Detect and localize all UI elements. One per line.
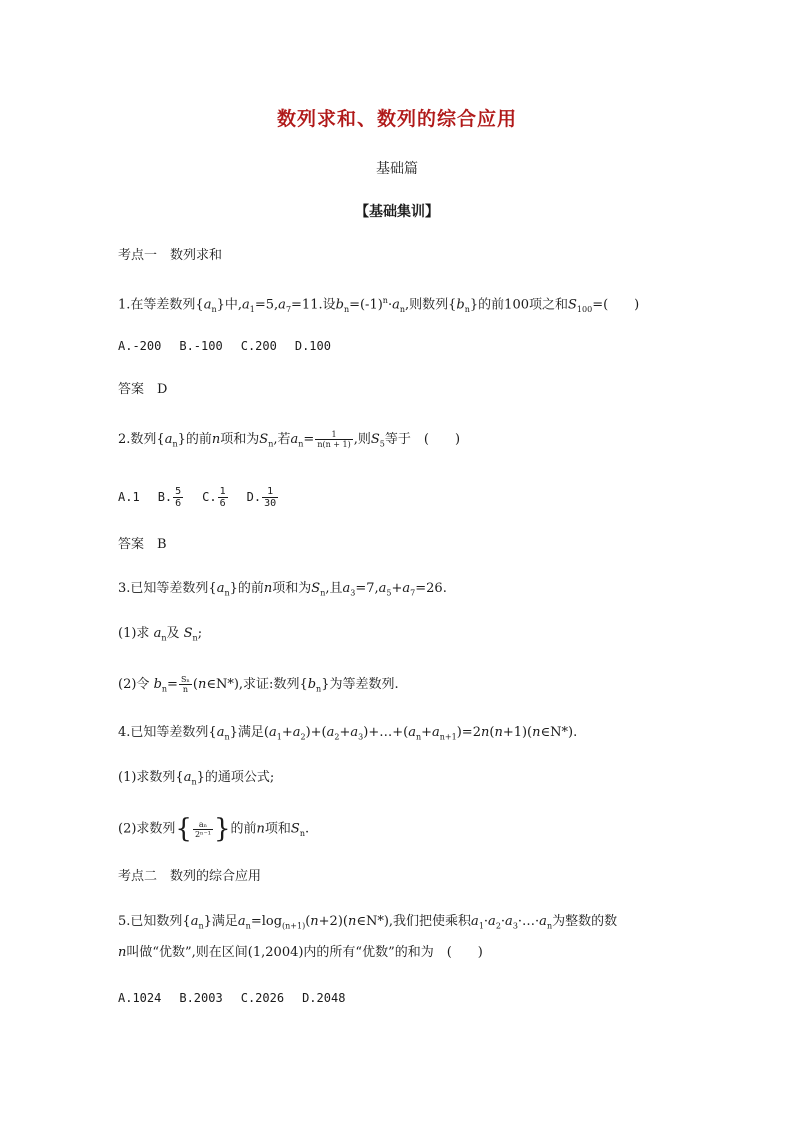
question-4-part-1: (1)求数列$\{a_n\}$的通项公式; (118, 770, 275, 787)
question-1-answer: 答案 D (118, 382, 168, 397)
section-tag: 【基础集训】 (355, 204, 439, 220)
question-5-options: A.1024 B.2003 C.2026 D.2048 (118, 991, 346, 1005)
question-3-part-1: (1)求 $a_n$及 $S_n$; (118, 626, 203, 643)
question-4-part-2: (2)求数列{ $\frac{\text{aₙ}}{\text{2ⁿ⁻¹}}$ }的前n项和$S_n$. (118, 814, 310, 844)
topic-1-heading: 考点一 数列求和 (118, 248, 223, 263)
subtitle: 基础篇 (376, 161, 418, 177)
question-3-part-2: (2)令 $b_n=$ $\frac{\text{Sₙ}}{n}$ (n∈N*),求证:数列$\{b_n\}$为等差数列. (118, 675, 399, 694)
topic-2-heading: 考点二 数列的综合应用 (118, 869, 262, 884)
question-2-answer: 答案 B (118, 537, 167, 552)
question-1-options: A.-200 B.-100 C.200 D.100 (118, 339, 331, 353)
question-3: 3.已知等差数列$\{a_n\}$的前n项和为$S_n$,且$a_3=7,a_5+a_7=26$. (118, 581, 447, 598)
question-2-options: A.1 B. $\frac{5}{6}$ C. $\frac{1}{6}$ D. $\frac{1}{30}$ (118, 486, 277, 509)
question-5: 5.已知数列$\{a_n\}$满足$a_n=\log_{(n+1)}(n+2)(n\in N*)$,我们把使乘积$a_1\cdot a_2\cdot a_3\cdot\dots\cdot a_n$为整数的数 (118, 914, 618, 931)
page-title: 数列求和、数列的综合应用 (276, 108, 517, 130)
fraction: $\frac{1}{n(n + 1)}$ (317, 430, 351, 449)
question-2: 2.数列$\{a_n\}$的前n项和为$S_n$,若$a_n=$ $\frac{1}{n(n + 1)}$ ,则$S_5$等于 ( ) (118, 430, 461, 449)
question-1: 1.在等差数列$\{a_n\}$中$,a_1=5,a_7=11$.设$b_n=(-1)^n\cdot a_n$,则数列$\{b_n\}$的前100项之和$S_{100}=$( ) (118, 296, 640, 314)
question-4: 4.已知等差数列$\{a_n\}$满足$(a_1+a_2)+(a_2+a_3)+\dots+(a_n+a_{n+1})=2n(n+1)(n\in N*)$. (118, 725, 578, 742)
question-5-line-2: n叫做“优数”,则在区间(1,2004)内的所有“优数”的和为 ( ) (118, 945, 483, 960)
right-brace: } (213, 814, 231, 844)
left-brace: { (175, 814, 192, 844)
